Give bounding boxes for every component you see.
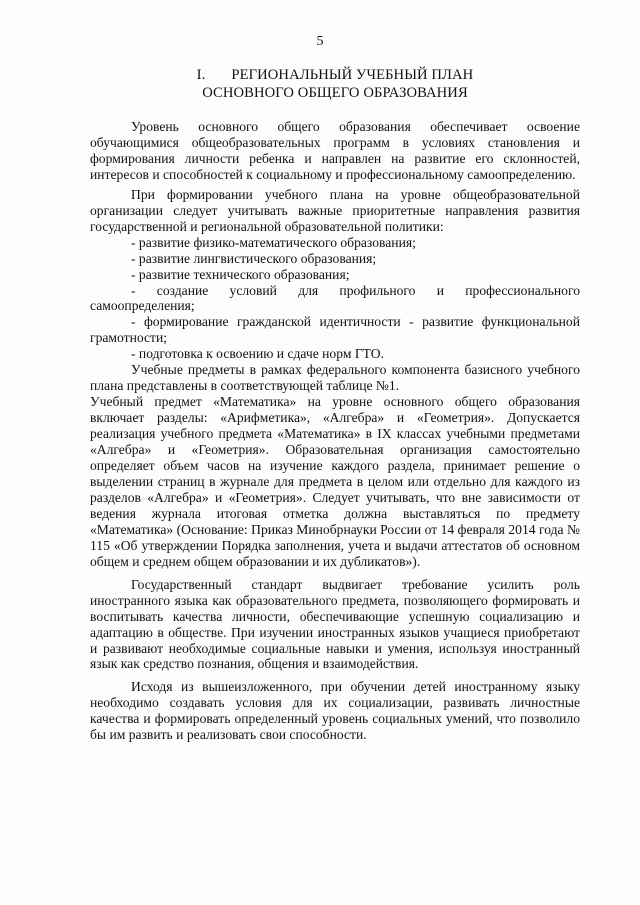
list-item: - развитие технического образования; <box>131 266 350 282</box>
list-item: - формирование гражданской идентичности - развитие функциональной грамотности; <box>90 314 580 346</box>
section-heading <box>90 66 580 102</box>
list-item: - развитие физико-математического образования; <box>131 234 416 250</box>
section-number: I. <box>196 67 206 83</box>
body-text <box>90 119 580 743</box>
list-item: - развитие лингвистического образования; <box>131 250 377 266</box>
paragraph-subjects: Учебные предметы в рамках федерального компонента базисного учебного плана представлены в соответствующей таблице №1. <box>90 362 580 394</box>
paragraph-priorities: При формировании учебного плана на уровне общеобразовательной организации следует учитывать важные приоритетные направления развития государственной и региональной образовательной политики: <box>90 186 580 234</box>
paragraph-conclusion: Исходя из вышеизложенного, при обучении детей иностранному языку необходимо создавать условия для их социализации, развивать личностные качества и формировать определенный уровень социальных умений, что позволило бы им развить и реализовать свои способности. <box>90 679 580 743</box>
section-title-line1: РЕГИОНАЛЬНЫЙ УЧЕБНЫЙ ПЛАН <box>231 67 474 83</box>
paragraph-mathematics: Учебный предмет «Математика» на уровне основного общего образования включает разделы: «Арифметика», «Алгебра» и «Геометрия». Допускается реализация учебного предмета «Математика» в IX классах учебными предметами «Алгебра» и «Геометрия». Образовательная организация самостоятельно определяет объем часов на изучение каждого раздела, принимает решение о выделении страниц в журнале для предмета в целом или отдельно для каждого из разделов «Алгебра» и «Геометрия». Следует учитывать, что вне зависимости от ведения журнала итоговая отметка должна выставляться по предмету «Математика» (Основание: Приказ Минобрнауки России от 14 февраля 2014 года № 115 «Об утверждении Порядка заполнения, учета и выдачи аттестатов об основном общем и среднем общем образовании и их дубликатов»). <box>90 394 580 569</box>
section-heading-line1 <box>90 66 580 84</box>
list-item: - подготовка к освоению и сдаче норм ГТО. <box>131 346 385 362</box>
paragraph-intro: Уровень основного общего образования обеспечивает освоение обучающимися общеобразовательных программ в условиях становления и формирования личности ребенка и направлен на развитие его склонностей, интересов и способностей к социальному и профессиональному самоопределению. <box>90 119 580 182</box>
list-item: - создание условий для профильного и профессионального самоопределения; <box>90 282 580 314</box>
paragraph-foreign-language: Государственный стандарт выдвигает требование усилить роль иностранного языка как образовательного предмета, позволяющего формировать и воспитывать качества личности, обеспечивающие успешную социализацию и адаптацию в обществе. При изучении иностранных языков учащиеся приобретают и развивают необходимые социальные навыки и умения, используя иностранный язык как средство познания, общения и взаимодействия. <box>90 576 580 672</box>
page-number: 5 <box>316 34 324 49</box>
section-title-line2: ОСНОВНОГО ОБЩЕГО ОБРАЗОВАНИЯ <box>202 85 468 101</box>
